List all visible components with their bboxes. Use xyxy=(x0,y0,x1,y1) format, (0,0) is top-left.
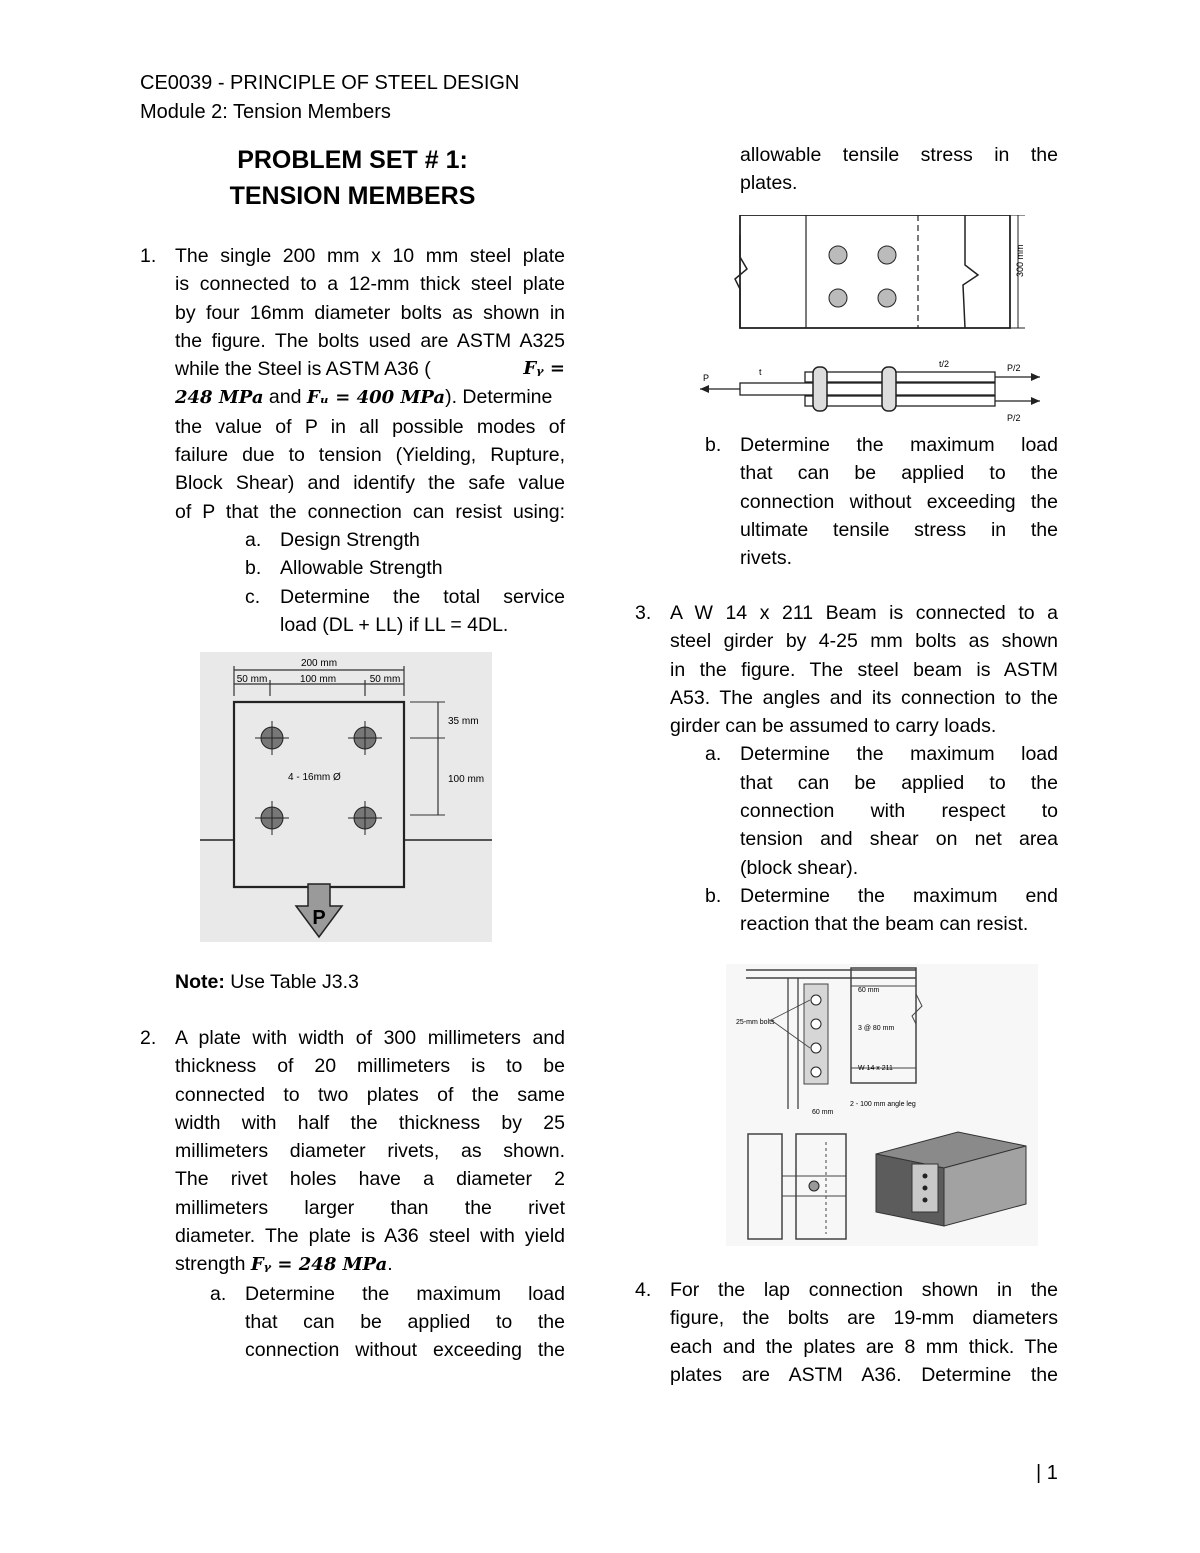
pitch-label: 3 @ 80 mm xyxy=(858,1025,895,1032)
dim-pitch-label: 100 mm xyxy=(448,774,485,785)
part-letter: b. xyxy=(705,884,722,907)
part-text: plates. xyxy=(740,172,798,195)
part-text: Determine the maximum load xyxy=(245,1282,565,1305)
p2-label-top: P/2 xyxy=(1007,363,1021,373)
note-text: Use Table J3.3 xyxy=(224,971,359,993)
title-line-2: TENSION MEMBERS xyxy=(229,182,476,210)
load-label: P xyxy=(312,907,326,929)
problem-2-line: connected to two plates of the same xyxy=(175,1083,565,1106)
problem-1-part-a xyxy=(245,526,565,554)
part-text: connection without exceeding the xyxy=(740,490,1058,513)
problem-4-line: figure, the bolts are 19-mm diameters xyxy=(670,1307,1058,1330)
problem-set-title xyxy=(140,142,565,214)
problem-1-line: by four 16mm diameter bolts as shown in xyxy=(175,301,565,324)
note xyxy=(175,968,565,996)
problem-1-line: The single 200 mm x 10 mm steel plate xyxy=(175,245,565,267)
problem-1-line: is connected to a 12-mm thick steel plate xyxy=(175,273,565,296)
problem-4-number: 4. xyxy=(635,1279,652,1301)
part-text: connection without exceeding the xyxy=(245,1339,565,1362)
fy-equation: Fᵧ = xyxy=(523,358,565,380)
part-text: Allowable Strength xyxy=(280,557,443,580)
problem-2-part-b xyxy=(705,431,1058,572)
part-letter: a. xyxy=(705,743,722,766)
part-text: ultimate tensile stress in the xyxy=(740,518,1058,541)
problem-2-line: A plate with width of 300 millimeters and xyxy=(175,1027,565,1049)
problem-4-line: For the lap connection shown in the xyxy=(670,1279,1058,1301)
dim-300-label: 300 mm xyxy=(1015,244,1025,277)
problem-3-part-b xyxy=(705,882,1058,939)
problem-1-line: of P that the connection can resist using: xyxy=(175,500,565,523)
part-text: that can be applied to the xyxy=(740,462,1058,485)
problem-2-line: millimeters larger than the rivet xyxy=(175,1196,565,1219)
course-header: CE0039 - PRINCIPLE OF STEEL DESIGN xyxy=(140,72,520,94)
problem-2-text: strength xyxy=(175,1253,251,1276)
part-text: reaction that the beam can resist. xyxy=(740,913,1029,936)
part-text: that can be applied to the xyxy=(740,771,1058,794)
problem-1-text: while the Steel is ASTM A36 ( xyxy=(175,358,431,381)
problem-3-number: 3. xyxy=(635,602,652,624)
part-text: load (DL + LL) if LL = 4DL. xyxy=(280,613,509,636)
problem-1 xyxy=(140,242,565,639)
problem-1-part-c xyxy=(245,583,565,640)
problem-2 xyxy=(140,1024,565,1365)
problem-3 xyxy=(635,599,1058,939)
part-text: Determine the maximum load xyxy=(740,434,1058,456)
problem-1-part-b xyxy=(245,554,565,582)
dim-left-label: 50 mm xyxy=(236,674,268,685)
problem-4-line: plates are ASTM A36. Determine the xyxy=(670,1363,1058,1386)
part-text: connection with respect to xyxy=(740,800,1058,823)
figure-1-plate xyxy=(200,652,492,942)
part-text: that can be applied to the xyxy=(245,1310,565,1333)
part-text: Determine the maximum load xyxy=(740,743,1058,766)
problem-4-line: each and the plates are 8 mm thick. The xyxy=(670,1335,1058,1358)
problem-1-number: 1. xyxy=(140,245,157,267)
part-text: rivets. xyxy=(740,547,793,570)
fu-equation: Fᵤ = 400 MPa xyxy=(306,387,446,409)
part-text: Determine the maximum end xyxy=(740,884,1058,907)
problem-2-line: The rivet holes have a diameter 2 xyxy=(175,1168,565,1191)
dim60-label: 60 mm xyxy=(858,987,880,994)
p-label: P xyxy=(703,373,710,383)
part-text: allowable tensile stress in the xyxy=(740,144,1058,166)
problem-2-line: diameter. The plate is A36 steel with yield xyxy=(175,1225,565,1248)
note-label: Note: xyxy=(175,971,225,993)
problem-3-line: girder can be assumed to carry loads. xyxy=(670,715,997,738)
dim-mid-label: 100 mm xyxy=(299,674,337,685)
problem-2-line: millimeters diameter rivets, as shown. xyxy=(175,1140,565,1163)
problem-2-line xyxy=(175,1250,565,1279)
beam-label: W 14 x 211 xyxy=(858,1065,893,1072)
title-line-1: PROBLEM SET # 1: xyxy=(237,146,468,174)
problem-3-line: steel girder by 4-25 mm bolts as shown xyxy=(670,630,1058,653)
figure-3-beam-connection xyxy=(726,964,1038,1246)
part-letter: a. xyxy=(210,1282,227,1305)
problem-2-part-a xyxy=(210,1280,565,1365)
problem-1-text: and xyxy=(263,386,307,409)
problem-2-line: width with half the thickness by 25 xyxy=(175,1111,565,1134)
dim-right-label: 50 mm xyxy=(369,674,401,685)
part-text: Design Strength xyxy=(280,528,420,551)
dim-top-label: 35 mm xyxy=(448,716,479,727)
part-letter: a. xyxy=(245,528,262,551)
part-text: tension and shear on net area xyxy=(740,828,1058,851)
page-number: | 1 xyxy=(1036,1462,1058,1484)
part-text: (block shear). xyxy=(740,856,859,879)
problem-1-line xyxy=(175,383,565,412)
fy-value: 248 MPa xyxy=(175,387,264,409)
part-letter: b. xyxy=(245,557,262,580)
dim-total-label: 200 mm xyxy=(300,658,338,669)
problem-3-line: in the figure. The steel beam is ASTM xyxy=(670,658,1058,681)
problem-1-line xyxy=(175,355,565,383)
problem-1-text: ). Determine xyxy=(445,386,553,409)
problem-2-number: 2. xyxy=(140,1027,157,1049)
figure-2-rivet-connection xyxy=(695,215,1057,427)
part-letter: c. xyxy=(245,585,261,608)
t-label: t xyxy=(759,367,762,377)
module-header: Module 2: Tension Members xyxy=(140,101,391,123)
part-letter: b. xyxy=(705,434,722,456)
problem-1-line: Block Shear) and identify the safe value xyxy=(175,472,565,495)
problem-2-part-a-continued xyxy=(740,141,1058,198)
bolt-label: 4 - 16mm Ø xyxy=(288,772,341,783)
problem-2-line: thickness of 20 millimeters is to be xyxy=(175,1055,565,1078)
problem-1-line: failure due to tension (Yielding, Rupture, xyxy=(175,444,565,467)
bolts-label: 25-mm bolts xyxy=(736,1019,775,1026)
problem-3-line: A53. The angles and its connection to the xyxy=(670,686,1058,709)
angle-label: 2 - 100 mm angle leg xyxy=(850,1101,916,1108)
problem-3-line: A W 14 x 211 Beam is connected to a xyxy=(670,602,1058,624)
problem-1-line: the value of P in all possible modes of xyxy=(175,415,565,438)
p2-label-bottom: P/2 xyxy=(1007,413,1021,423)
dim60b-label: 60 mm xyxy=(812,1109,834,1116)
part-text: Determine the total service xyxy=(280,585,565,608)
fy-equation-2: Fᵧ = 248 MPa xyxy=(250,1254,388,1276)
problem-4 xyxy=(635,1276,1058,1389)
t2-label: t/2 xyxy=(939,359,950,369)
problem-3-part-a xyxy=(705,740,1058,881)
problem-1-line: the figure. The bolts used are ASTM A325 xyxy=(175,329,565,352)
problem-2-text: . xyxy=(387,1253,393,1276)
